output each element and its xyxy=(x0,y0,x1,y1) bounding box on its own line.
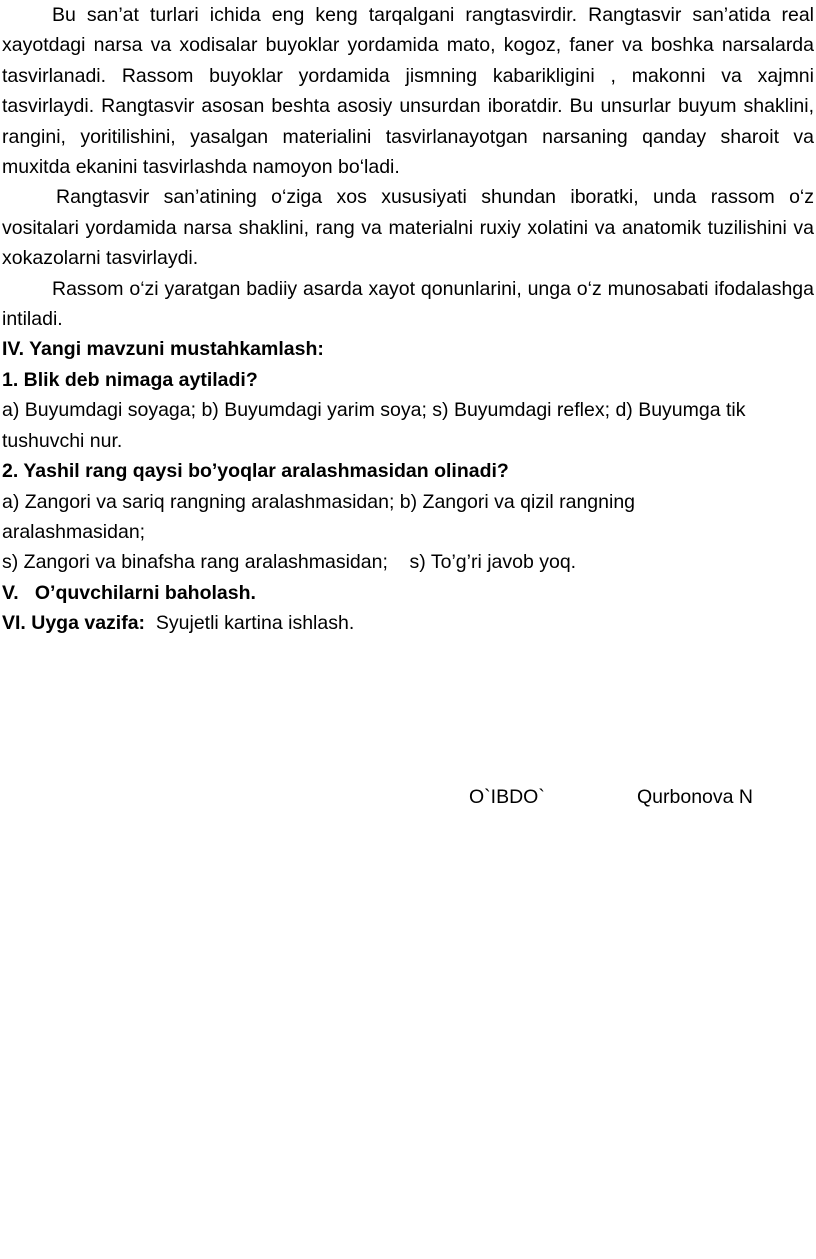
paragraph-1: Bu san’at turlari ichida eng keng tarqalgani rangtasvirdir. Rangtasvir san’atida real xayotdagi narsa va xodisalar buyoklar yordamida mato, kogoz, faner va boshka narsalarda tasvirlanadi. Rassom buyoklar yordamida jismning kabarikligini , makonni va xajmni tasvirlaydi. Rangtasvir asosan beshta asosiy unsurdan iboratdir. Bu unsurlar buyum shaklini, rangini, yoritilishini, yasalgan materialini tasvirlanayotgan narsaning qanday sharoit va muxitda ekanini tasvirlashda namoyon bo‘ladi. xyxy=(2,4,814,179)
section-4-heading: IV. Yangi mavzuni mustahkamlash: xyxy=(2,338,324,361)
question-2-options-line-1: a) Zangori va sariq rangning aralashmasidan; b) Zangori va qizil rangning aralashmasidan; xyxy=(2,490,636,543)
paragraph-3: Rassom o‘zi yaratgan badiiy asarda xayot qonunlarini, unga o‘z munosabati ifodalashga intiladi. xyxy=(2,277,814,331)
question-2-options-line-2: s) Zangori va binafsha rang aralashmasidan; s) To’g’ri javob yoq. xyxy=(2,551,577,574)
signature-name: Qurbonova N xyxy=(637,786,753,808)
document-body xyxy=(2,0,814,639)
paragraph-2: Rangtasvir san’atining o‘ziga xos xususiyati shundan iboratki, unda rassom o‘z vositalari yordamida narsa shaklini, rang va materialni ruxiy xolatini va anatomik tuzilishini va xokazolarni tasvirlaydi. xyxy=(2,186,814,270)
signature-role: O`IBDO` xyxy=(469,786,545,808)
question-1-options: a) Buyumdagi soyaga; b) Buyumdagi yarim soya; s) Buyumdagi reflex; d) Buyumga tik tushuvchi nur. xyxy=(2,399,746,452)
section-5-heading: V. O’quvchilarni baholash. xyxy=(2,581,256,604)
section-6-heading: VI. Uyga vazifa: xyxy=(2,612,146,635)
question-2: 2. Yashil rang qaysi bo’yoqlar aralashmasidan olinadi? xyxy=(2,460,509,483)
section-6 xyxy=(2,608,814,638)
section-6-text: Syujetli kartina ishlash. xyxy=(145,612,355,635)
question-1: 1. Blik deb nimaga aytiladi? xyxy=(2,368,258,391)
